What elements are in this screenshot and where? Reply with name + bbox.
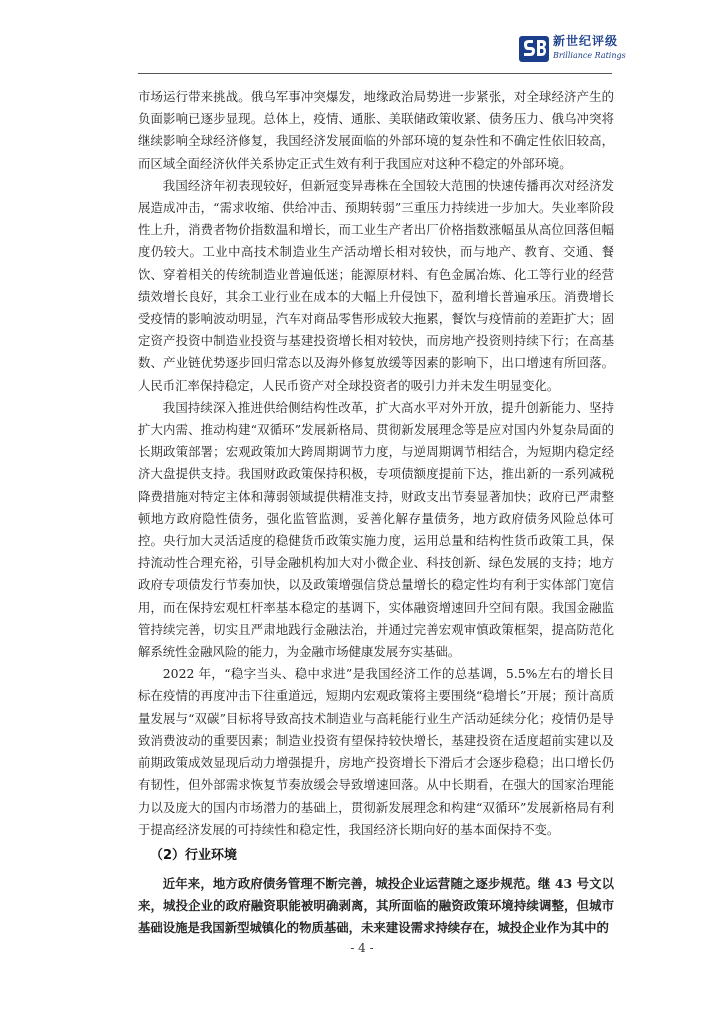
brand-name-en: Brilliance Ratings <box>553 51 626 60</box>
paragraph-industry-summary: 近年来，地方政府债务管理不断完善，城投企业运营随之逐步规范。继 43 号文以来，城投企业的政府融资职能被明确剥离，其所面临的融资政策环境持续调整，但城市基础设施是我国新型城镇化的物质基础，未来建设需求持续存在，城投企业作为其中的 <box>138 875 614 936</box>
paragraph-outlook-2022: 2022 年，“稳字当头、稳中求进”是我国经济工作的总基调，5.5%左右的增长目标在疫情的再度冲击下往重道远，短期内宏观政策将主要围绕“稳增长”开展；预计高质量发展与“双碳”目标将导致高技术制造业与高耗能行业生产活动延续分化；疫情仍是导致消费波动的重要因素；制造业投资有望保持较快增长，基建投资在适度超前实建以及前期政策成效显现后动力增强提升，房地产投资增长下滑后才会逐步稳稳；出口增长仍有韧性，但外部需求恢复节奏放缓会导致增速回落。从中长期看，在强大的国家治理能力以及庞大的国内市场潜力的基础上，贯彻新发展理念和构建“双循环”发展新格局有利于提高经济发展的可持续性和稳定性，我国经济长期向好的基本面保持不变。 <box>138 666 614 837</box>
paragraph-domestic-economy: 我国经济年初表现较好，但新冠变异毒株在全国较大范围的快速传播再次对经济发展造成冲击，“需求收缩、供给冲击、预期转弱”三重压力持续进一步加大。失业率阶段性上升，消费者物价指数温和增长，而工业生产者出厂价格指数涨幅虽从高位回落但幅度仍较大。工业中高技术制造业生产活动增长相对较快，而与地产、教育、交通、餐饮、穿着相关的传统制造业普遍低迷；能源原材料、有色金属冶炼、化工等行业的经营绩效增长良好，其余工业行业在成本的大幅上升侵蚀下，盈利增长普遍承压。消费增长受疫情的影响波动明显，汽车对商品零售形成较大拖累，餐饮与疫情前的差距扩大；固定资产投资中制造业投资与基建投资增长相对较快，而房地产投资则持续下行；在高基数、产业链优势逐步回归常态以及海外修复放缓等因素的影响下，出口增速有所回落。人民币汇率保持稳定，人民币资产对全球投资者的吸引力并未发生明显变化。 <box>138 177 614 393</box>
page-number: - 4 - <box>350 941 374 955</box>
section-title-industry: （2）行业环境 <box>150 847 238 863</box>
brand-logo <box>553 32 673 60</box>
document-body <box>138 86 614 940</box>
paragraph-external-environment: 市场运行带来挑战。俄乌军事冲突爆发，地缘政治局势进一步紧张，对全球经济产生的负面影响已逐步显现。总体上，疫情、通胀、美联储政策收紧、债务压力、俄乌冲突将继续影响全球经济修复，我国经济发展面临的外部环境的复杂性和不确定性依旧较高，而区域全面经济伙伴关系协定正式生效有利于我国应对这种不稳定的外部环境。 <box>138 89 614 171</box>
brand-name-cn: 新世纪评级 <box>553 34 619 48</box>
sb-logo-icon <box>519 36 549 62</box>
paragraph-policy: 我国持续深入推进供给侧结构性改革，扩大高水平对外开放，提升创新能力、坚持扩大内需、推动构建“双循环”发展新格局、贯彻新发展理念等是应对国内外复杂局面的长期政策部署；宏观政策加大跨周期调节力度，与逆周期调节相结合，为短期内稳定经济大盘提供支持。我国财政政策保持积极，专项债额度提前下达，推出新的一系列减税降费措施对特定主体和薄弱领域提供精准支持，财政支出节奏显著加快；政府已严肃整顿地方政府隐性债务，强化监管监测，妥善化解存量债务，地方政府债务风险总体可控。央行加大灵活适度的稳健货币政策实施力度，运用总量和结构性货币政策工具，保持流动性合理充裕，引导金融机构加大对小微企业、科技创新、绿色发展的支持；地方政府专项债发行节奏加快，以及政策增强信贷总量增长的稳定性均有利于实体部门宽信用，而在保持宏观杠杆率基本稳定的基调下，实体融资增速回升空间有限。我国金融监管持续完善，切实且严肃地践行金融法治，并通过完善宏观审慎政策框架，提高防范化解系统性金融风险的能力，为金融市场健康发展夯实基础。 <box>138 399 614 660</box>
header-divider <box>138 73 612 74</box>
page-header <box>0 0 724 80</box>
